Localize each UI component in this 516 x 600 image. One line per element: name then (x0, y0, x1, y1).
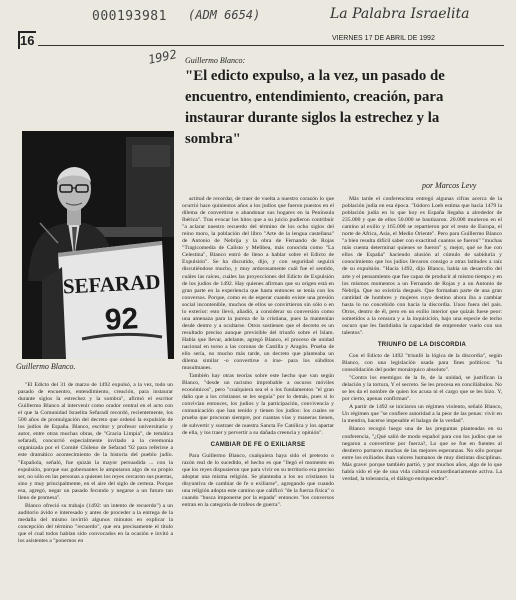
article-title: "El edicto expulso, a la vez, un pasado de encuentro, entendimiento, creación, para instaurar durante siglos la estrechez y la sombra" (185, 68, 445, 147)
handwritten-reference-2: (ADM 6654) (188, 8, 261, 22)
article-kicker: Guillermo Blanco: (185, 56, 246, 65)
article-paragraph: Blanco recogió luego una de las preguntas planteadas en su conferencia, "¿Qué salió de modo español para con los judíos que se negaron a convertirse por fuerza?, Lo que se fue en fuentes al destierro portaron muchas de las mejores esperanzas. No sólo porque entre los exiliados iban valores humanos de muy distintas disciplinas. Más grave: porque también partió, y por muchos años, algo de lo que había sido el eje de una vida cultural extraordinariamente activa. La verdad, la tolerancia, el diálogo enriquecedor". (342, 426, 502, 482)
article-paragraph: "Contra los enemigos de la fe, de la unidad, se justifican la delación y la tortura, Y el secreto. Se les procesa en conciliábulos. No se les da el nombre de quien los acusa ni el cargo que se les hizo. Y, por cierto, apenas confirman". (342, 375, 502, 403)
article-paragraph: Blanco ofreció su trabajo (1492: un intento de recuerdo") a un auditorio ávido e interesado y antes de proceder a la entrega de la medalla del mismo invirtió algunos minutos en explicar la concepción del término "recuerdo", que era precisamente el título que el cual todos hablan sido convocados en la ocasión e invitó a los asistentes a "ponernos en (18, 502, 173, 545)
article-paragraph: A partir de 1492 se iniciaron un régimen violento, señaló Blanco, Un régimen que "se confiere autoridad a la peor de las penas: vivir en la mentira, hacerse impesable el halago de la verdad". (342, 404, 502, 425)
article-column-1 (18, 382, 173, 594)
section-subheading: TRIUNFO DE LA DISCORDIA (377, 341, 467, 348)
header-rule (38, 45, 504, 46)
article-column-3 (342, 196, 502, 596)
page-number: 16 (20, 33, 35, 48)
handwritten-year: 1992 (146, 47, 179, 67)
article-paragraph: actitud de recordar, de traer de vuelta a nuestro corazón lo que ocurrió hace quinientos años a los judíos que fueron puestos en el dilema de convertirse o abandonar sus hogares en la Península Ibérica". Tras evocar los hitos que a su juicio pudieron contribuir "a aclarar nuestro recuerdo del término de los ocho siglos del reino moro, la población del libro "Arte de la lengua castellana" de Antonio de Nebrija y la obra de Fernando de Rojas "Tragicomedia de Calisto y Melibea, más conocida como "La Celestina", Blanco entró de lleno a hablar sobre el Edicto de Expulsión". Se ha discutido, dijo, y con seguridad seguirá discutiéndose mucho, y muy ardorosamente cuál fue el sentido, cuáles las raíces, cuáles las proyecciones del Edicto de Expulsión de los judíos de 1492. Hay quienes afirman que su origen está en gran parte en la experiencia que hasta entonces se tenía con los conversos. Porque, como es de esperar cuando existe una presión social incontenible, muchos de ellos se convirtieron sin sólo o en lo exterior: esto llevó, añadió, a considerar su conversión como una amenaza para la pureza de la cristiana, pues la mantenían desde dentro y a ocultarse. Otros sostienen que el decreto es un resultado preciso aunque previsible del triunfo sobre el Islam. Había que llevar, adelante, agregó Blanco, el proceso de unidad nacional en torno a las coronas de Castilla y Aragón. Prueba de ello sería, no mucho más tarde, un decreto que planteaba un dilema similar -o convertirse o irse- para los súbditos musulmanes. (182, 196, 334, 372)
article-paragraph: Para Guillermo Blanco, cualquiera haya sido el pretexto o razón real de lo sucedido, el hecho es que "llegó el momento en que los reyes dispusieron que para vivir en su territorio era preciso adoptar una misma religión. Se planteaba a los no cristianos la disyuntiva de cambiar de fe o exiliarse", agregando que cuando una religión adopta este camino que calificó "de la fuerza física" o cuando "busca imponerse por la espada" entonces "los conversos entran en la categoría de trofeos de guerra". (182, 452, 334, 508)
photo-caption: Guillermo Blanco. (16, 362, 76, 371)
podium-sign-text: SEFARAD (62, 269, 162, 299)
issue-date: VIERNES 17 DE ABRIL DE 1992 (332, 35, 435, 42)
article-paragraph: "El Edicto del 31 de marzo de 1492 expulsó, a la vez, todo un pasado de encuentro, entendimiento, creación, para instaurar durante siglos la estrechez y la sombra", afirmó el escritor Guillermo Blanco al intervenir como orador central en el acto con el que la Comunidad Israelita Sefaradí recordó, recientemente, los 500 años de promulgación del decreto que ordenó la expulsión de los judíos de España. Blanco, escritor y profesor universitario y autor, entre otras muchas obras, de "Gracia Limpia", de temática sefaradí, concurrió especialmente invitado a la ceremonia organizada por el Comité Chileno de Sefarad '92 para referirse a este dramático acontecimiento de la historia del pueblo judío. "Española, señaló, fue quizás la mayor persuadida ... con la expulsión, porque sus gobernantes le amputaron algo de su propio ser, no sólo en las personas a quienes los reyes cercaron sus puertas, sino y muy principalmente, en el aire del siglo de certeza. Porque esa, agregó, negar un pasado fecundo y negarse a un futuro tan lleno de promesa". (18, 382, 173, 501)
article-byline: por Marcos Levy (422, 181, 477, 190)
section-subheading: CAMBIAR DE FE O EXILIARSE (210, 441, 306, 448)
speaker-photo (22, 131, 174, 359)
handwritten-reference: 000193981 (92, 9, 167, 24)
article-column-2 (182, 196, 334, 596)
podium-sign-year: 92 (103, 302, 140, 337)
article-paragraph: También hay otras teorías sobre este hecho que van según Blanco, "desde un racismo improbable a oscuros móviles económicos", pero "cualquiera sea el o los fundamentos "el gran daño que a los cristianos se les seguía" por lo demás, pues si lo convivían entonces, los judíos y la participación, convivencia y comunicación que han tenido y tienen los judíos: los cuales se prueba que procuran siempre, por cuantas vías y maneras tienen, de subvertir y sustraer de nuestra Sancta Fe Católica y los apartar de ella, y los traer y pervertir a su dañada creencia y opinión". (182, 373, 334, 436)
newspaper-logo: La Palabra Israelita (330, 6, 470, 22)
article-paragraph: Más tarde el conferencista entregó algunas cifras acerca de la población judía en esa época. "Isidoro Loeb estima que hacia 1479 la población judía en lo que hoy es España llegaba a alrededor de 235.000 y que de ellos 50.000 se bautizaron. 20.000 murieron en el camino al exilio y 165.000 se repartieron por el resto de Europa, el norte de Africa, Asia, el Medio Oriente". Pero para Guillermo Blanco "a bien resulta difícil saber con exactitud cuantos se fueron" "muchas más cuenta determinar quienes se fueron" y, mejor, qué se fue con ellos de España" haciendo alusión al cúmulo de sabiduría y conocimiento que los judíos llevaron consigo a otras latitudes a raíz de su expulsión. "Hacia 1492, dijo Blanco, había un desarrollo del arte y el pensamiento que fue capaz de producir al mismo tiempo y en los mismos momentos a un Fernando de Rojas y a un Antonio de Nebrija. Que no existiría después. Que formaban parte de una gran cantidad de hombres y mujeres cuyo destino ahora iba a cambiar hasta lo no concebido con hacia la discordia. Unos fuera del país. Otros, dentro de él, pero en un exilio interior que quizás fuese peor: sometidos a la censura y a la inquisición, bajo una especie de techo oscuro que les fastidiaba la capacidad de emprender vuelo con sus talentos". (342, 196, 502, 336)
article-paragraph: Con el Edicto de 1492 "triunfó la lógica de la discordia", según Blanco, con una legislación usada para fines políticos: "la consolidación del poder monárquico absoluto". (342, 352, 502, 374)
